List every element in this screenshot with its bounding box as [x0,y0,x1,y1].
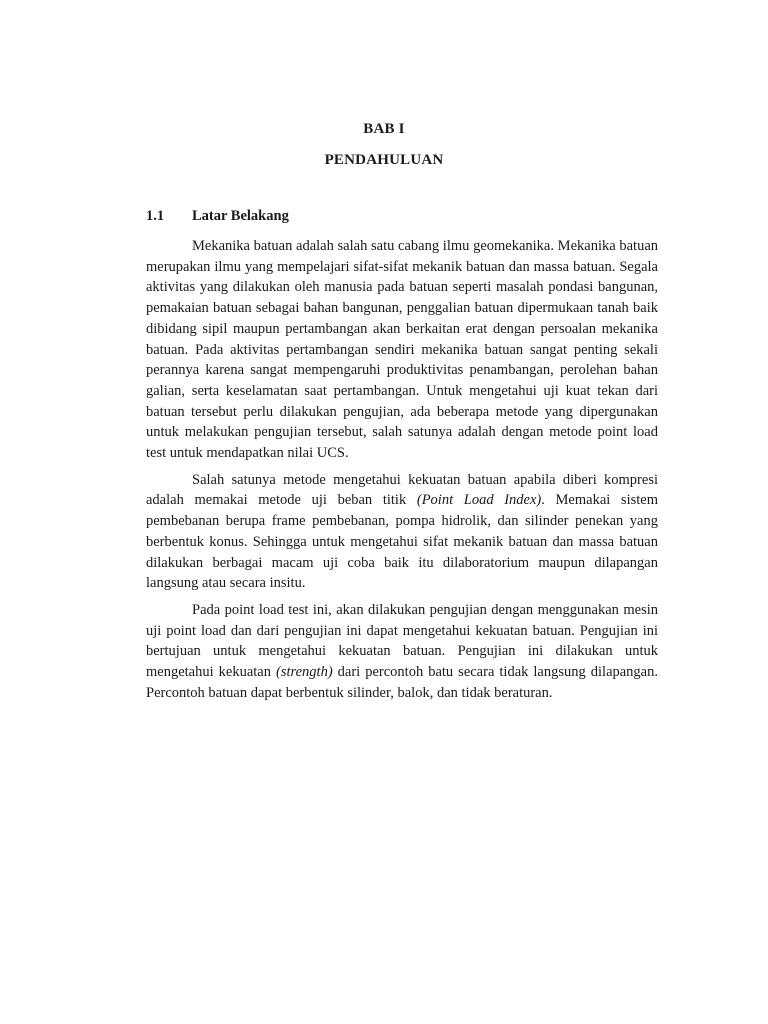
chapter-subtitle: PENDAHULUAN [324,152,444,168]
paragraph-2-part-2: . Memakai sistem pembebanan berupa frame pembebanan, pompa hidrolik, dan silinder penekan yang berbentuk konus. Sehingga untuk mengetahui sifat mekanik batuan dan massa batuan dilakukan berbagai macam uji coba baik itu dilaboratorium maupun dilapangan langsung atau secara insitu. [146,492,658,592]
section-heading [146,208,289,225]
paragraph-3 [146,600,658,704]
chapter-title: BAB I [363,121,405,137]
paragraph-3-italic: (strength) [276,664,333,681]
section-number: 1.1 [146,208,165,224]
section-title: Latar Belakang [192,208,289,224]
paragraph-1: Mekanika batuan adalah salah satu cabang ilmu geomekanika. Mekanika batuan merupakan ilmu yang mempelajari sifat-sifat mekanik batuan dan massa batuan. Segala aktivitas yang dilakukan oleh manusia pada batuan seperti masalah pondasi bangunan, pemakaian batuan sebagai bahan bangunan, penggalian batuan dipermukaan tanah baik dibidang sipil maupun pertambangan akan berkaitan erat dengan persoalan mekanika batuan. Pada aktivitas pertambangan sendiri mekanika batuan sangat penting sekali perannya karena sangat mempengaruhi produktivitas penambangan, perolehan bahan galian, serta keselamatan saat pertambangan. Untuk mengetahui uji kuat tekan dari batuan tersebut perlu dilakukan pengujian, ada beberapa metode yang dipergunakan untuk melakukan pengujian tersebut, salah satunya adalah dengan metode point load test untuk mendapatkan nilai UCS. [146,238,658,462]
paragraph-2-italic: (Point Load Index) [416,492,542,509]
paragraph-3-part-2: dari percontoh batu secara tidak langsung dilapangan. Percontoh batuan dapat berbentuk silinder, balok, dan tidak beraturan. [146,664,658,701]
paragraph-3-part-1: Pada point load test ini, akan dilakukan pengujian dengan menggunakan mesin uji point load dan dari pengujian ini dapat mengetahui kekuatan batuan. Pengujian ini bertujuan untuk mengetahui kekuatan batuan. Pengujian ini dilakukan untuk mengetahui kekuatan [146,601,658,681]
body-text [146,236,658,709]
paragraph-2-part-1: Salah satunya metode mengetahui kekuatan batuan apabila diberi kompresi adalah memakai metode uji beban titik [146,471,658,509]
paragraph-2 [146,470,658,594]
